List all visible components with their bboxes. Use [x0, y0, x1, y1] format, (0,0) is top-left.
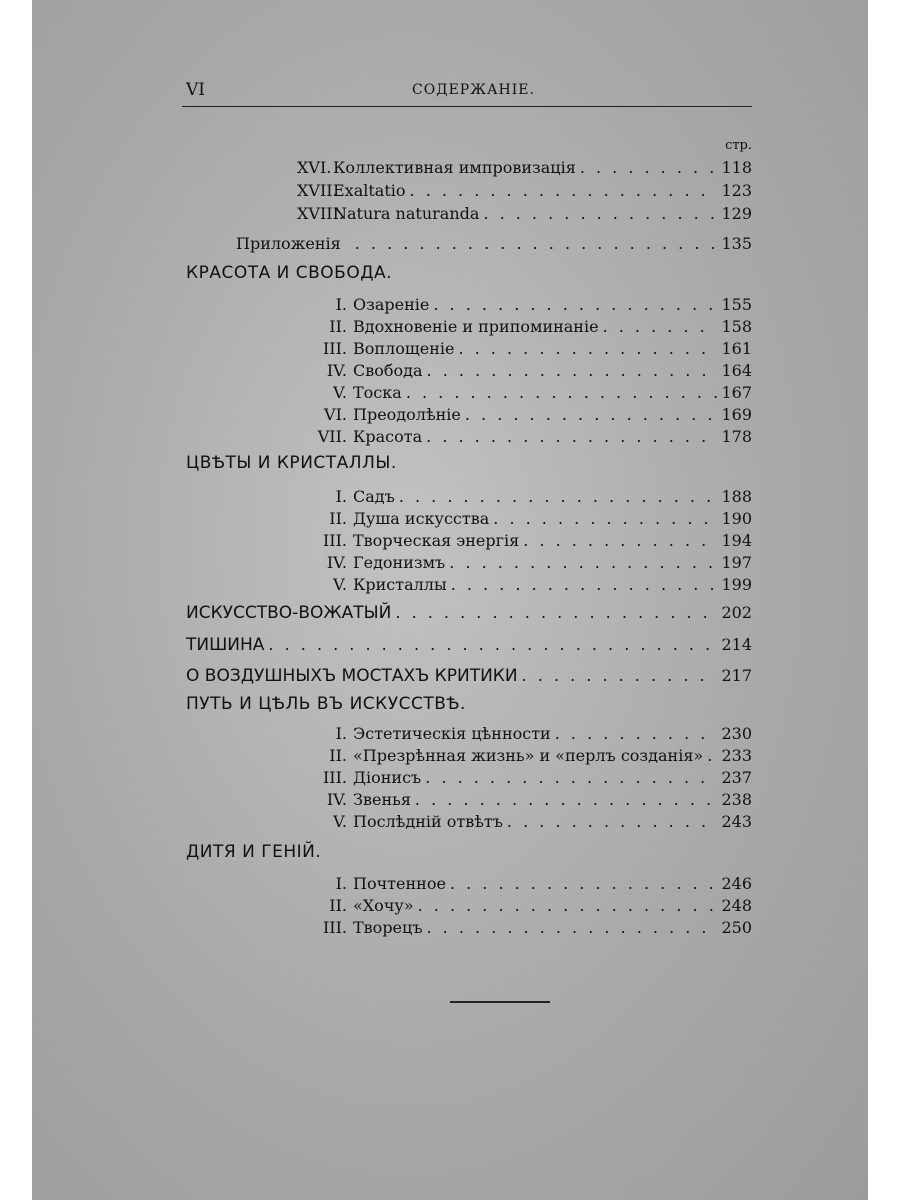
- toc-entry: [236, 233, 752, 255]
- entry-page: 178: [721, 427, 752, 446]
- entry-title: Душа искусства: [353, 509, 490, 528]
- entry-title: Коллективная импровизація: [333, 158, 576, 177]
- entry-page: 135: [721, 234, 752, 253]
- entry-page: 155: [721, 295, 752, 314]
- leader-dots: [425, 767, 717, 789]
- leader-dots: [418, 895, 718, 917]
- entry-page: 237: [721, 768, 752, 787]
- entry-page: 164: [721, 361, 752, 380]
- leader-dots: [406, 382, 718, 404]
- toc-entry: [317, 426, 752, 448]
- toc-entry: [317, 873, 752, 895]
- entry-numeral: II.: [329, 317, 347, 336]
- entry-numeral: V.: [333, 575, 347, 594]
- entry-numeral: I.: [335, 295, 347, 314]
- leader-dots: [555, 723, 718, 745]
- entry-page: 129: [721, 204, 752, 223]
- leader-dots: [483, 203, 717, 225]
- entry-numeral: IV.: [326, 790, 347, 809]
- toc-entry: [317, 811, 752, 833]
- section-heading: ПУТЬ И ЦѢЛЬ ВЪ ИСКУССТВѢ.: [186, 694, 466, 714]
- entry-page: 217: [721, 666, 752, 685]
- entry-page: 243: [721, 812, 752, 831]
- toc-entry: [297, 157, 752, 179]
- entry-page: 250: [721, 918, 752, 937]
- toc-entry: [317, 338, 752, 360]
- entry-title: Озареніе: [353, 295, 430, 314]
- toc-entry: [317, 895, 752, 917]
- header-rule: [182, 106, 752, 107]
- leader-dots: [355, 233, 718, 255]
- entry-numeral: III.: [322, 339, 347, 358]
- toc-entry: [317, 508, 752, 530]
- entry-title: Почтенное: [353, 874, 446, 893]
- toc-entry: [297, 203, 752, 225]
- leader-dots: [427, 917, 718, 939]
- toc-entry: [317, 574, 752, 596]
- entry-numeral: IV.: [326, 361, 347, 380]
- leader-dots: [465, 404, 718, 426]
- entry-page: 202: [721, 603, 752, 622]
- entry-title: Садъ: [353, 487, 395, 506]
- entry-numeral: V.: [333, 383, 347, 402]
- entry-numeral: IV.: [326, 553, 347, 572]
- entry-numeral: III.: [322, 531, 347, 550]
- entry-numeral: V.: [333, 812, 347, 831]
- closing-rule: [450, 1001, 550, 1003]
- entry-numeral: I.: [335, 874, 347, 893]
- leader-dots: [493, 508, 717, 530]
- entry-numeral: XVIII.: [297, 204, 344, 223]
- entry-page: 197: [721, 553, 752, 572]
- leader-dots: [426, 426, 717, 448]
- leader-dots: [410, 180, 718, 202]
- leader-dots: [450, 873, 718, 895]
- entry-title: Эстетическія цѣнности: [353, 724, 551, 743]
- entry-title: Natura naturanda: [333, 204, 480, 223]
- leader-dots: [522, 665, 718, 687]
- toc-entry: [317, 917, 752, 939]
- toc-entry: [317, 530, 752, 552]
- entry-page: 188: [721, 487, 752, 506]
- entry-title: Творческая энергія: [353, 531, 520, 550]
- leader-dots: [580, 157, 718, 179]
- entry-page: 161: [721, 339, 752, 358]
- entry-title: ИСКУССТВО-ВОЖАТЫЙ: [186, 603, 392, 623]
- page-number: VI: [186, 80, 205, 100]
- leader-dots: [415, 789, 718, 811]
- toc-entry: [317, 723, 752, 745]
- entry-title: Кристаллы: [353, 575, 447, 594]
- entry-page: 118: [721, 158, 752, 177]
- toc-entry: [186, 602, 752, 624]
- leader-dots: [395, 602, 717, 624]
- entry-title: Вдохновеніе и припоминаніе: [353, 317, 599, 336]
- toc-entry: [317, 382, 752, 404]
- entry-page: 123: [721, 181, 752, 200]
- toc-entry: [317, 316, 752, 338]
- leader-dots: [433, 294, 717, 316]
- toc-entry: [317, 294, 752, 316]
- entry-numeral: VII.: [317, 427, 347, 446]
- toc-entry: [317, 404, 752, 426]
- entry-page: 233: [721, 746, 752, 765]
- section-heading: ЦВѢТЫ И КРИСТАЛЛЫ.: [186, 453, 397, 473]
- leader-dots: [399, 486, 718, 508]
- entry-page: 190: [721, 509, 752, 528]
- page-column-label: стр.: [725, 138, 752, 153]
- entry-page: 169: [721, 405, 752, 424]
- entry-page: 199: [721, 575, 752, 594]
- leader-dots: [603, 316, 718, 338]
- leader-dots: [707, 745, 717, 767]
- entry-title: Діонисъ: [353, 768, 422, 787]
- entry-page: 158: [721, 317, 752, 336]
- entry-title: Красота: [353, 427, 423, 446]
- entry-page: 246: [721, 874, 752, 893]
- entry-numeral: III.: [322, 918, 347, 937]
- entry-title: Свобода: [353, 361, 423, 380]
- toc-entry: [317, 552, 752, 574]
- leader-dots: [449, 552, 717, 574]
- entry-numeral: XVII.: [297, 181, 338, 200]
- toc-entry: [317, 767, 752, 789]
- entry-page: 230: [721, 724, 752, 743]
- entry-title: ТИШИНА: [186, 635, 265, 655]
- toc-entry: [317, 745, 752, 767]
- entry-numeral: I.: [335, 724, 347, 743]
- entry-title: Звенья: [353, 790, 411, 809]
- entry-page: 238: [721, 790, 752, 809]
- toc-entry: [317, 360, 752, 382]
- section-heading: КРАСОТА И СВОБОДА.: [186, 263, 393, 283]
- leader-dots: [507, 811, 718, 833]
- book-page: [32, 0, 868, 1200]
- toc-entry: [317, 486, 752, 508]
- section-heading: ДИТЯ И ГЕНІЙ.: [186, 842, 322, 862]
- entry-numeral: XVI.: [297, 158, 332, 177]
- entry-numeral: II.: [329, 896, 347, 915]
- leader-dots: [458, 338, 717, 360]
- page-title: СОДЕРЖАНІЕ.: [412, 82, 535, 98]
- entry-page: 167: [721, 383, 752, 402]
- entry-title: Послѣдній отвѣтъ: [353, 812, 503, 831]
- entry-title: Воплощеніе: [353, 339, 455, 358]
- entry-title: Творецъ: [353, 918, 423, 937]
- leader-dots: [268, 634, 717, 656]
- entry-page: 214: [721, 635, 752, 654]
- leader-dots: [427, 360, 718, 382]
- entry-numeral: III.: [322, 768, 347, 787]
- entry-title: Приложенія: [236, 234, 341, 253]
- entry-title: О ВОЗДУШНЫХЪ МОСТАХЪ КРИТИКИ: [186, 666, 518, 686]
- entry-numeral: I.: [335, 487, 347, 506]
- entry-title: Exaltatio: [333, 181, 406, 200]
- toc-content: [182, 0, 752, 1200]
- leader-dots: [451, 574, 718, 596]
- toc-entry: [317, 789, 752, 811]
- entry-title: Гедонизмъ: [353, 553, 446, 572]
- entry-numeral: II.: [329, 746, 347, 765]
- leader-dots: [523, 530, 717, 552]
- toc-entry: [297, 180, 752, 202]
- entry-title: Преодолѣніе: [353, 405, 461, 424]
- entry-title: «Презрѣнная жизнь» и «перлъ созданія»: [353, 746, 704, 765]
- entry-page: 194: [721, 531, 752, 550]
- entry-title: «Хочу»: [353, 896, 414, 915]
- toc-entry: [186, 665, 752, 687]
- entry-numeral: II.: [329, 509, 347, 528]
- entry-title: Тоска: [353, 383, 402, 402]
- entry-page: 248: [721, 896, 752, 915]
- entry-numeral: VI.: [324, 405, 347, 424]
- toc-entry: [186, 634, 752, 656]
